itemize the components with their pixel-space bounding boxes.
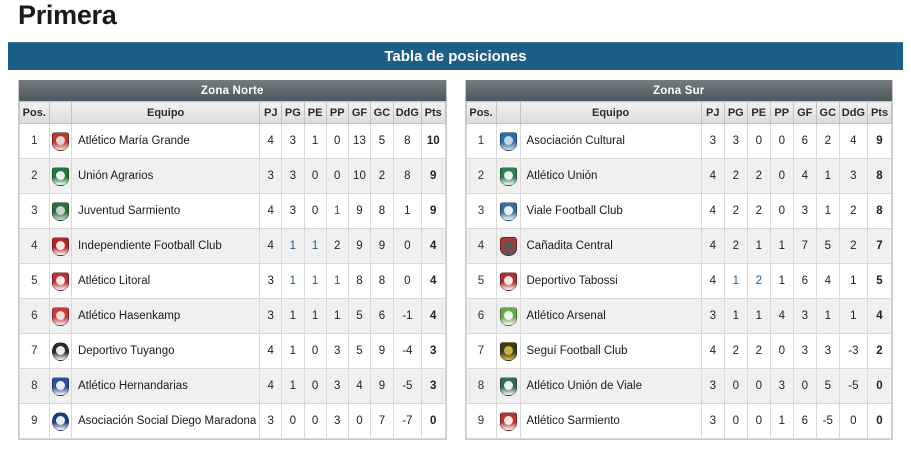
table-row bbox=[466, 159, 892, 194]
cell-team-name[interactable]: Deportivo Tabossi bbox=[520, 264, 701, 299]
cell-pp: 1 bbox=[326, 299, 348, 334]
cell-gf: 4 bbox=[348, 369, 370, 404]
cell-gc: 4 bbox=[816, 264, 839, 299]
cell-pj: 3 bbox=[701, 404, 724, 439]
cell-pp: 1 bbox=[770, 264, 793, 299]
cell-gc: 5 bbox=[371, 124, 394, 159]
cell-ddg: 4 bbox=[839, 124, 867, 159]
cell-ddg: 3 bbox=[839, 159, 867, 194]
cell-pts: 0 bbox=[868, 404, 892, 439]
cell-pts: 4 bbox=[421, 299, 445, 334]
col-pe: PE bbox=[747, 102, 770, 124]
cell-gf: 7 bbox=[793, 229, 816, 264]
cell-pg: 2 bbox=[724, 229, 747, 264]
cell-pts: 0 bbox=[421, 404, 445, 439]
cell-pe: 2 bbox=[747, 194, 770, 229]
cell-position: 2 bbox=[20, 159, 50, 194]
cell-gf: 3 bbox=[793, 299, 816, 334]
cell-pp: 0 bbox=[326, 159, 348, 194]
cell-pp: 0 bbox=[326, 124, 348, 159]
cell-position: 8 bbox=[466, 369, 496, 404]
cell-position: 6 bbox=[466, 299, 496, 334]
cell-crest bbox=[49, 369, 71, 404]
table-header-row bbox=[20, 102, 446, 124]
cell-ddg: 8 bbox=[393, 124, 421, 159]
cell-pj: 4 bbox=[701, 159, 724, 194]
cell-pg: 3 bbox=[724, 124, 747, 159]
cell-crest bbox=[49, 194, 71, 229]
crest-viale-football-club-icon bbox=[500, 202, 517, 221]
cell-team-name[interactable]: Asociación Social Diego Maradona bbox=[71, 404, 259, 439]
table-row bbox=[466, 334, 892, 369]
table-row bbox=[20, 299, 446, 334]
cell-pts: 8 bbox=[868, 194, 892, 229]
cell-pg: 3 bbox=[282, 194, 304, 229]
table-row bbox=[466, 194, 892, 229]
cell-gf: 3 bbox=[793, 194, 816, 229]
cell-team-name[interactable]: Atlético Unión de Viale bbox=[520, 369, 701, 404]
cell-gf: 10 bbox=[348, 159, 370, 194]
cell-team-name[interactable]: Cañadita Central bbox=[520, 229, 701, 264]
cell-crest bbox=[496, 299, 520, 334]
cell-pts: 4 bbox=[421, 229, 445, 264]
crest-atletico-union-de-viale-icon bbox=[500, 377, 517, 396]
cell-pg: 2 bbox=[724, 194, 747, 229]
cell-pp: 1 bbox=[326, 194, 348, 229]
cell-pg: 0 bbox=[724, 369, 747, 404]
table-header-row bbox=[466, 102, 892, 124]
cell-pe: 1 bbox=[304, 229, 326, 264]
table-row bbox=[466, 369, 892, 404]
cell-pe: 1 bbox=[747, 299, 770, 334]
cell-pp: 0 bbox=[770, 124, 793, 159]
cell-team-name[interactable]: Unión Agrarios bbox=[71, 159, 259, 194]
cell-pj: 4 bbox=[701, 334, 724, 369]
col-gc: GC bbox=[371, 102, 394, 124]
cell-gc: 2 bbox=[371, 159, 394, 194]
cell-gc: -5 bbox=[816, 404, 839, 439]
cell-pts: 0 bbox=[868, 369, 892, 404]
cell-gf: 9 bbox=[348, 229, 370, 264]
crest-atletico-litoral-icon bbox=[52, 272, 69, 291]
cell-gc: 8 bbox=[371, 264, 394, 299]
cell-position: 4 bbox=[20, 229, 50, 264]
cell-position: 1 bbox=[466, 124, 496, 159]
col-pos: Pos. bbox=[466, 102, 496, 124]
cell-pp: 0 bbox=[770, 194, 793, 229]
cell-ddg: 1 bbox=[839, 299, 867, 334]
cell-crest bbox=[496, 369, 520, 404]
cell-pj: 3 bbox=[701, 124, 724, 159]
cell-pg: 3 bbox=[282, 159, 304, 194]
cell-ddg: -4 bbox=[393, 334, 421, 369]
col-gf: GF bbox=[348, 102, 370, 124]
cell-gf: 5 bbox=[348, 299, 370, 334]
cell-pg: 2 bbox=[724, 159, 747, 194]
cell-position: 1 bbox=[20, 124, 50, 159]
crest-atletico-hasenkamp-icon bbox=[52, 307, 69, 326]
zone-norte-header: Zona Norte bbox=[19, 80, 446, 101]
cell-pp: 0 bbox=[770, 334, 793, 369]
cell-ddg: -1 bbox=[393, 299, 421, 334]
cell-position: 8 bbox=[20, 369, 50, 404]
cell-pp: 1 bbox=[326, 264, 348, 299]
crest-segui-football-club-icon bbox=[500, 342, 517, 361]
cell-position: 3 bbox=[20, 194, 50, 229]
cell-crest bbox=[49, 124, 71, 159]
cell-team-name[interactable]: Deportivo Tuyango bbox=[71, 334, 259, 369]
cell-team-name[interactable]: Viale Football Club bbox=[520, 194, 701, 229]
cell-ddg: 2 bbox=[839, 194, 867, 229]
cell-pp: 1 bbox=[770, 404, 793, 439]
cell-gc: 2 bbox=[816, 124, 839, 159]
cell-gf: 13 bbox=[348, 124, 370, 159]
zone-sur-body bbox=[466, 124, 892, 439]
cell-pg: 1 bbox=[282, 229, 304, 264]
cell-team-name[interactable]: Independiente Football Club bbox=[71, 229, 259, 264]
crest-atletico-sarmiento-icon bbox=[500, 412, 517, 431]
cell-pts: 2 bbox=[868, 334, 892, 369]
table-row bbox=[466, 299, 892, 334]
crest-deportivo-tabossi-icon bbox=[500, 272, 517, 291]
standings-banner bbox=[8, 42, 903, 70]
cell-ddg: 0 bbox=[393, 229, 421, 264]
cell-pe: 0 bbox=[747, 369, 770, 404]
cell-gc: 1 bbox=[816, 159, 839, 194]
table-row bbox=[20, 159, 446, 194]
zone-norte bbox=[18, 80, 447, 440]
cell-pg: 3 bbox=[282, 124, 304, 159]
cell-pg: 1 bbox=[282, 369, 304, 404]
cell-pe: 0 bbox=[747, 404, 770, 439]
cell-gc: 9 bbox=[371, 334, 394, 369]
crest-union-agrarios-icon bbox=[52, 167, 69, 186]
col-pe: PE bbox=[304, 102, 326, 124]
cell-gc: 9 bbox=[371, 369, 394, 404]
cell-pe: 0 bbox=[304, 369, 326, 404]
cell-pe: 0 bbox=[304, 404, 326, 439]
cell-pe: 2 bbox=[747, 159, 770, 194]
table-row bbox=[20, 124, 446, 159]
cell-pj: 4 bbox=[260, 369, 282, 404]
cell-team-name[interactable]: Atlético María Grande bbox=[71, 124, 259, 159]
cell-pj: 4 bbox=[260, 229, 282, 264]
cell-pg: 1 bbox=[282, 264, 304, 299]
cell-pe: 2 bbox=[747, 334, 770, 369]
cell-team-name[interactable]: Seguí Football Club bbox=[520, 334, 701, 369]
cell-gc: 1 bbox=[816, 299, 839, 334]
col-ddg: DdG bbox=[839, 102, 867, 124]
cell-pj: 3 bbox=[701, 299, 724, 334]
cell-team-name[interactable]: Atlético Hernandarias bbox=[71, 369, 259, 404]
col-pp: PP bbox=[326, 102, 348, 124]
crest-atletico-hernandarias-icon bbox=[52, 377, 69, 396]
cell-position: 4 bbox=[466, 229, 496, 264]
cell-pp: 2 bbox=[326, 229, 348, 264]
cell-pg: 1 bbox=[282, 334, 304, 369]
cell-pj: 3 bbox=[260, 404, 282, 439]
cell-pj: 3 bbox=[260, 159, 282, 194]
cell-ddg: 1 bbox=[393, 194, 421, 229]
col-gc: GC bbox=[816, 102, 839, 124]
table-row bbox=[466, 229, 892, 264]
cell-pts: 3 bbox=[421, 334, 445, 369]
cell-pe: 1 bbox=[304, 124, 326, 159]
cell-crest bbox=[496, 334, 520, 369]
table-row bbox=[20, 369, 446, 404]
cell-gc: 7 bbox=[371, 404, 394, 439]
col-gf: GF bbox=[793, 102, 816, 124]
cell-team-name[interactable]: Asociación Cultural bbox=[520, 124, 701, 159]
cell-pp: 3 bbox=[326, 334, 348, 369]
cell-gc: 5 bbox=[816, 229, 839, 264]
cell-pj: 4 bbox=[701, 229, 724, 264]
cell-gf: 6 bbox=[793, 404, 816, 439]
cell-pg: 0 bbox=[282, 404, 304, 439]
table-row bbox=[20, 334, 446, 369]
cell-pe: 0 bbox=[747, 124, 770, 159]
cell-pe: 1 bbox=[304, 264, 326, 299]
crest-diego-maradona-icon bbox=[52, 412, 69, 431]
cell-crest bbox=[49, 404, 71, 439]
cell-ddg: 1 bbox=[839, 264, 867, 299]
crest-atletico-maria-grande-icon bbox=[52, 132, 69, 151]
cell-pp: 0 bbox=[770, 159, 793, 194]
cell-gc: 8 bbox=[371, 194, 394, 229]
crest-atletico-union-icon bbox=[500, 167, 517, 186]
cell-gc: 9 bbox=[371, 229, 394, 264]
cell-crest bbox=[496, 229, 520, 264]
cell-gf: 8 bbox=[348, 264, 370, 299]
cell-pts: 9 bbox=[421, 194, 445, 229]
cell-team-name[interactable]: Atlético Hasenkamp bbox=[71, 299, 259, 334]
cell-ddg: 0 bbox=[839, 404, 867, 439]
col-pj: PJ bbox=[260, 102, 282, 124]
cell-pts: 3 bbox=[421, 369, 445, 404]
cell-crest bbox=[49, 159, 71, 194]
cell-pts: 5 bbox=[868, 264, 892, 299]
cell-gf: 0 bbox=[348, 404, 370, 439]
cell-pg: 1 bbox=[724, 264, 747, 299]
cell-pts: 7 bbox=[868, 229, 892, 264]
cell-position: 9 bbox=[466, 404, 496, 439]
cell-pj: 4 bbox=[701, 264, 724, 299]
cell-pp: 3 bbox=[326, 369, 348, 404]
crest-juventud-sarmiento-icon bbox=[52, 202, 69, 221]
cell-crest bbox=[49, 334, 71, 369]
cell-position: 6 bbox=[20, 299, 50, 334]
cell-position: 2 bbox=[466, 159, 496, 194]
cell-pj: 3 bbox=[260, 299, 282, 334]
cell-ddg: 2 bbox=[839, 229, 867, 264]
cell-position: 5 bbox=[466, 264, 496, 299]
cell-pts: 4 bbox=[868, 299, 892, 334]
col-team: Equipo bbox=[520, 102, 701, 124]
cell-ddg: 0 bbox=[393, 264, 421, 299]
cell-pj: 3 bbox=[701, 369, 724, 404]
cell-crest bbox=[49, 229, 71, 264]
cell-pe: 1 bbox=[304, 299, 326, 334]
cell-pe: 2 bbox=[747, 264, 770, 299]
col-pos: Pos. bbox=[20, 102, 50, 124]
cell-crest bbox=[496, 159, 520, 194]
cell-pj: 4 bbox=[260, 334, 282, 369]
cell-pts: 9 bbox=[421, 159, 445, 194]
cell-crest bbox=[496, 404, 520, 439]
cell-pg: 1 bbox=[724, 299, 747, 334]
cell-pp: 3 bbox=[326, 404, 348, 439]
zone-sur-table bbox=[466, 101, 893, 439]
cell-gf: 0 bbox=[793, 369, 816, 404]
cell-gf: 3 bbox=[793, 334, 816, 369]
col-pg: PG bbox=[282, 102, 304, 124]
cell-pj: 3 bbox=[260, 264, 282, 299]
cell-pj: 4 bbox=[260, 194, 282, 229]
cell-position: 9 bbox=[20, 404, 50, 439]
cell-position: 3 bbox=[466, 194, 496, 229]
cell-pts: 8 bbox=[868, 159, 892, 194]
cell-ddg: -3 bbox=[839, 334, 867, 369]
col-pts: Pts bbox=[421, 102, 445, 124]
col-team: Equipo bbox=[71, 102, 259, 124]
col-pj: PJ bbox=[701, 102, 724, 124]
cell-gf: 6 bbox=[793, 264, 816, 299]
crest-atletico-arsenal-icon bbox=[500, 307, 517, 326]
cell-ddg: -5 bbox=[839, 369, 867, 404]
col-pg: PG bbox=[724, 102, 747, 124]
cell-ddg: -7 bbox=[393, 404, 421, 439]
col-crest bbox=[49, 102, 71, 124]
standings-tables bbox=[0, 70, 911, 440]
table-row bbox=[20, 194, 446, 229]
cell-pg: 2 bbox=[724, 334, 747, 369]
cell-team-name[interactable]: Atlético Unión bbox=[520, 159, 701, 194]
cell-team-name[interactable]: Atlético Litoral bbox=[71, 264, 259, 299]
cell-crest bbox=[496, 124, 520, 159]
cell-crest bbox=[49, 264, 71, 299]
cell-crest bbox=[496, 264, 520, 299]
cell-team-name[interactable]: Atlético Arsenal bbox=[520, 299, 701, 334]
standings-banner-label: Tabla de posiciones bbox=[384, 48, 527, 65]
cell-crest bbox=[496, 194, 520, 229]
cell-gc: 5 bbox=[816, 369, 839, 404]
cell-position: 7 bbox=[466, 334, 496, 369]
cell-gf: 9 bbox=[348, 194, 370, 229]
cell-pj: 4 bbox=[701, 194, 724, 229]
col-crest bbox=[496, 102, 520, 124]
cell-pts: 9 bbox=[868, 124, 892, 159]
cell-pp: 4 bbox=[770, 299, 793, 334]
cell-pp: 3 bbox=[770, 369, 793, 404]
cell-gc: 3 bbox=[816, 334, 839, 369]
table-row bbox=[466, 124, 892, 159]
cell-team-name[interactable]: Juventud Sarmiento bbox=[71, 194, 259, 229]
cell-gf: 4 bbox=[793, 159, 816, 194]
zone-norte-table bbox=[19, 101, 446, 439]
cell-position: 7 bbox=[20, 334, 50, 369]
cell-pe: 0 bbox=[304, 159, 326, 194]
zone-norte-body bbox=[20, 124, 446, 439]
crest-deportivo-tuyango-icon bbox=[52, 342, 69, 361]
cell-crest bbox=[49, 299, 71, 334]
zone-sur bbox=[465, 80, 894, 440]
table-row bbox=[466, 264, 892, 299]
cell-pts: 10 bbox=[421, 124, 445, 159]
crest-asociacion-cultural-icon bbox=[500, 132, 517, 151]
cell-gc: 1 bbox=[816, 194, 839, 229]
table-row bbox=[20, 404, 446, 439]
col-pp: PP bbox=[770, 102, 793, 124]
zone-sur-header: Zona Sur bbox=[466, 80, 893, 101]
cell-pe: 0 bbox=[304, 334, 326, 369]
cell-team-name[interactable]: Atlético Sarmiento bbox=[520, 404, 701, 439]
col-pts: Pts bbox=[868, 102, 892, 124]
cell-pe: 1 bbox=[747, 229, 770, 264]
cell-pg: 1 bbox=[282, 299, 304, 334]
cell-pg: 0 bbox=[724, 404, 747, 439]
cell-gf: 6 bbox=[793, 124, 816, 159]
cell-gc: 6 bbox=[371, 299, 394, 334]
cell-gf: 5 bbox=[348, 334, 370, 369]
table-row bbox=[466, 404, 892, 439]
cell-pj: 4 bbox=[260, 124, 282, 159]
cell-pts: 4 bbox=[421, 264, 445, 299]
crest-independiente-icon bbox=[52, 237, 69, 256]
table-row bbox=[20, 264, 446, 299]
cell-pe: 0 bbox=[304, 194, 326, 229]
table-row bbox=[20, 229, 446, 264]
cell-position: 5 bbox=[20, 264, 50, 299]
cell-ddg: 8 bbox=[393, 159, 421, 194]
crest-canadita-central-icon bbox=[500, 237, 517, 256]
col-ddg: DdG bbox=[393, 102, 421, 124]
page-title: Primera bbox=[18, 0, 117, 30]
cell-ddg: -5 bbox=[393, 369, 421, 404]
cell-pp: 1 bbox=[770, 229, 793, 264]
